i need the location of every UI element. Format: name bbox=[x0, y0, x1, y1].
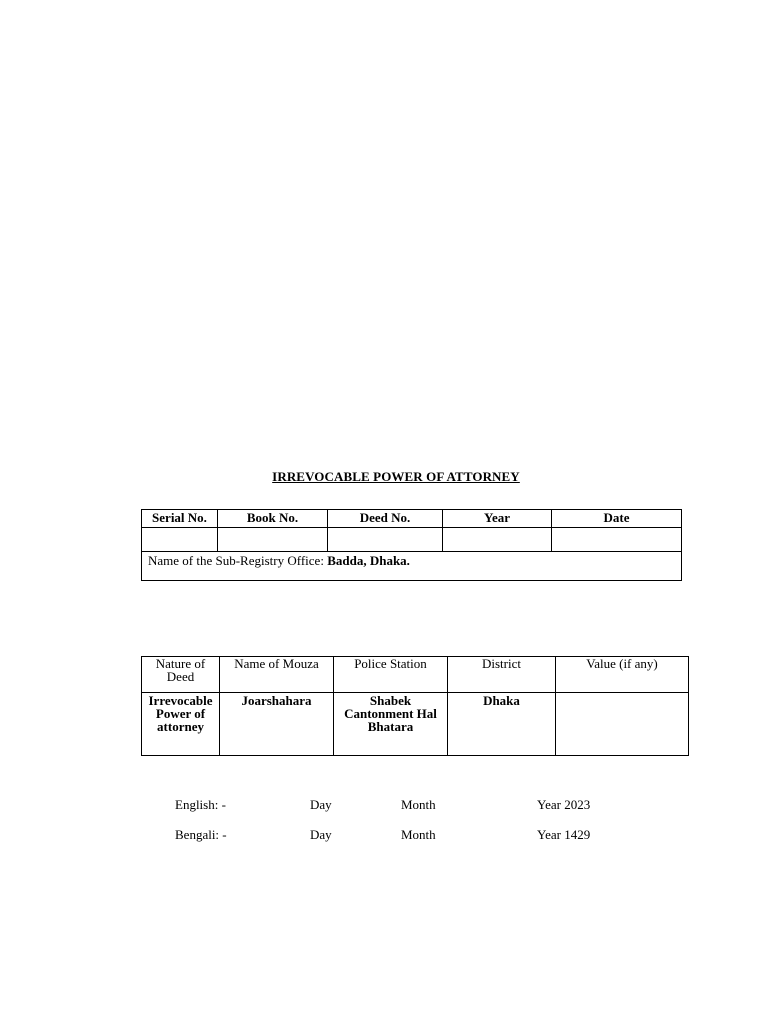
bengali-date-label: Bengali: - bbox=[175, 827, 227, 842]
police-station-cell: Shabek Cantonment Hal Bhatara bbox=[334, 693, 448, 756]
deed-no-header: Deed No. bbox=[328, 510, 443, 528]
sub-registry-office-cell bbox=[142, 552, 682, 581]
book-no-header: Book No. bbox=[218, 510, 328, 528]
deed-details-table bbox=[141, 656, 689, 756]
police-station-header: Police Station bbox=[334, 657, 448, 693]
date-cell bbox=[552, 528, 682, 552]
registration-table bbox=[141, 509, 682, 581]
registration-value-row bbox=[142, 528, 682, 552]
district-cell: Dhaka bbox=[448, 693, 556, 756]
english-month-label: Month bbox=[401, 797, 436, 812]
page-title: IRREVOCABLE POWER OF ATTORNEY bbox=[272, 469, 520, 484]
serial-no-cell bbox=[142, 528, 218, 552]
deed-header-row bbox=[142, 657, 689, 693]
office-row bbox=[142, 552, 682, 581]
english-date-label: English: - bbox=[175, 797, 226, 812]
nature-of-deed-cell: Irrevocable Power of attorney bbox=[142, 693, 220, 756]
year-cell bbox=[443, 528, 552, 552]
year-header: Year bbox=[443, 510, 552, 528]
bengali-year-label: Year 1429 bbox=[537, 827, 591, 842]
value-cell bbox=[556, 693, 689, 756]
nature-of-deed-header: Nature of Deed bbox=[142, 657, 220, 693]
date-header: Date bbox=[552, 510, 682, 528]
office-value: Badda, Dhaka. bbox=[327, 553, 410, 568]
value-header: Value (if any) bbox=[556, 657, 689, 693]
name-of-mouza-cell: Joarshahara bbox=[220, 693, 334, 756]
deed-no-cell bbox=[328, 528, 443, 552]
deed-value-row bbox=[142, 693, 689, 756]
book-no-cell bbox=[218, 528, 328, 552]
district-header: District bbox=[448, 657, 556, 693]
office-label: Name of the Sub-Registry Office: bbox=[148, 553, 328, 568]
registration-header-row bbox=[142, 510, 682, 528]
serial-no-header: Serial No. bbox=[142, 510, 218, 528]
name-of-mouza-header: Name of Mouza bbox=[220, 657, 334, 693]
bengali-month-label: Month bbox=[401, 827, 436, 842]
english-day-label: Day bbox=[310, 797, 332, 812]
bengali-day-label: Day bbox=[310, 827, 332, 842]
english-year-label: Year 2023 bbox=[537, 797, 591, 812]
